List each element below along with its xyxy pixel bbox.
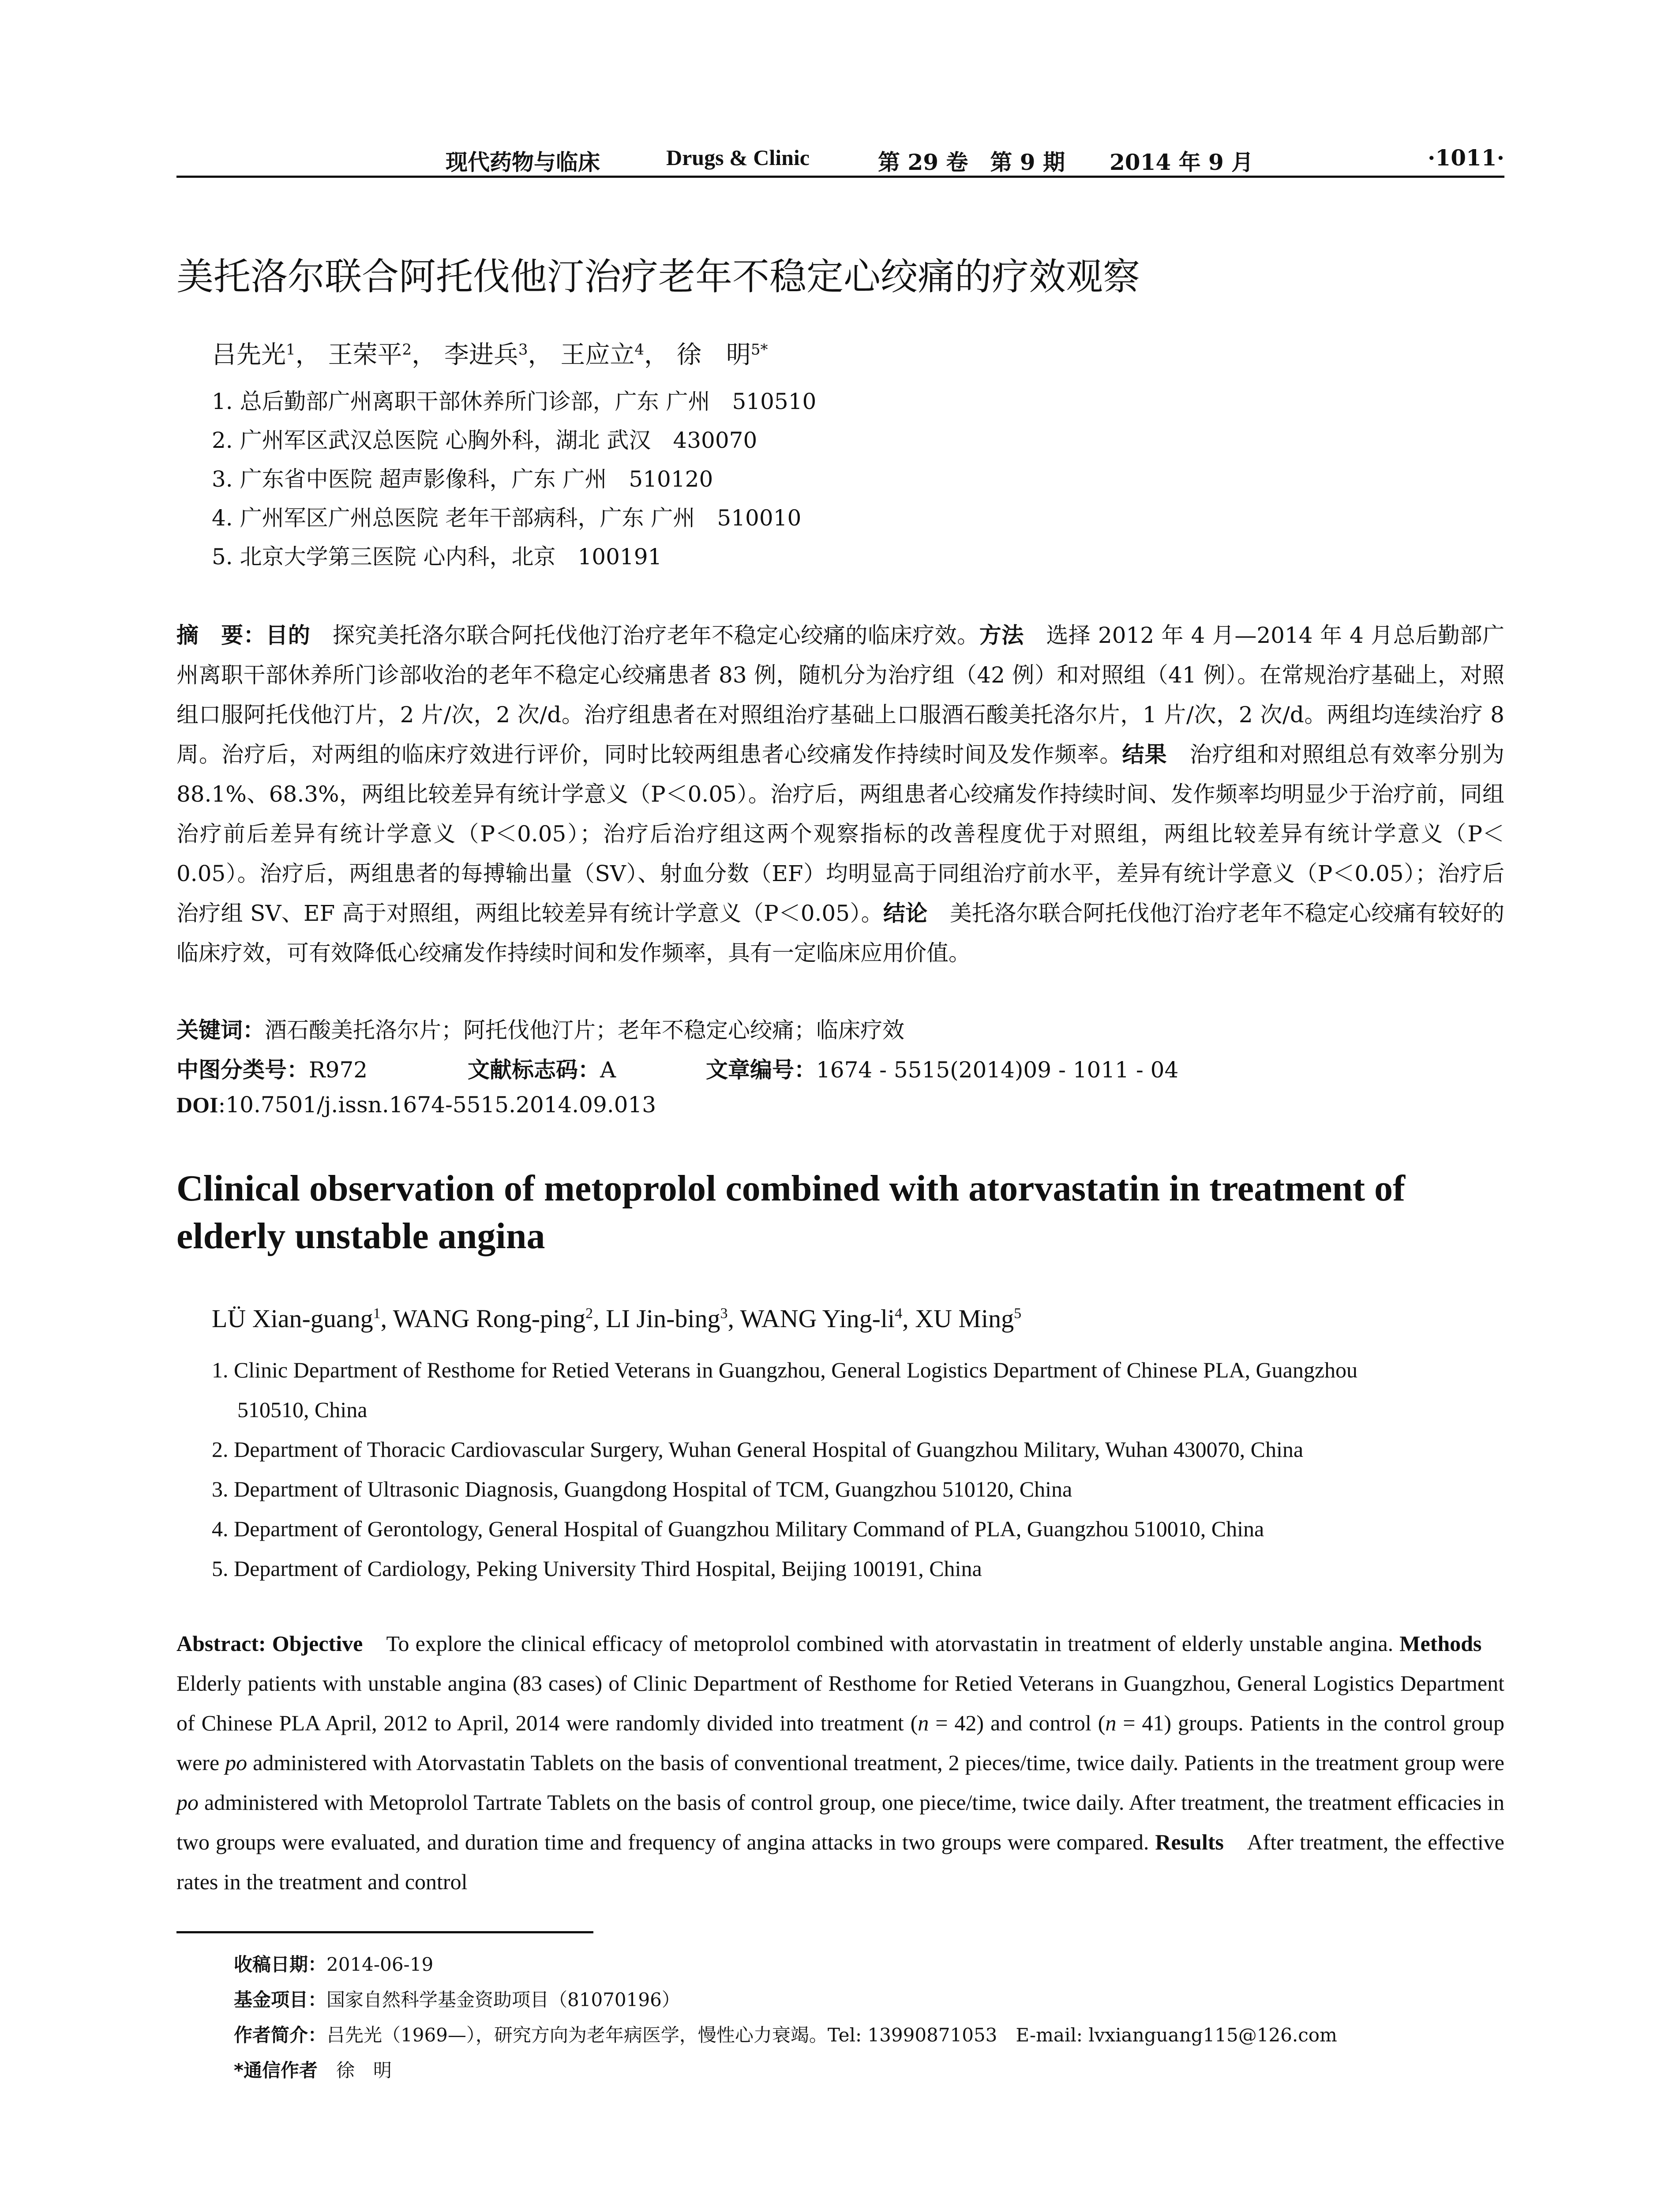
footnote-label: *通信作者 [234, 2060, 318, 2081]
author-affil-mark: 5* [750, 341, 768, 359]
header-rule [176, 176, 1504, 178]
author-name: 徐 明 [676, 341, 751, 369]
footnote-label: 收稿日期： [234, 1954, 327, 1975]
doc-code-label: 文献标志码： [468, 1057, 600, 1083]
abstract-objective-label: Abstract: Objective [176, 1631, 363, 1656]
author-affil-mark: 2 [402, 341, 412, 359]
keywords-cn [176, 1013, 904, 1044]
article-number-value: 1674 - 5515(2014)09 - 1011 - 04 [816, 1057, 1179, 1083]
n-symbol: n [1105, 1711, 1117, 1735]
affiliation-cn: 2. 广州军区武汉总医院 心胸外科，湖北 武汉 430070 [212, 428, 758, 453]
issue-date: 2014 年 9 月 [1110, 149, 1254, 175]
affiliation-en: 3. Department of Ultrasonic Diagnosis, Guangdong Hospital of TCM, Guangzhou 510120, China [212, 1477, 1072, 1501]
author-list-cn: 吕先光$^1$， 王荣平$^2$， 李进兵$^3$， 王应立$^4$， 徐 明$^{5*}$ [212, 341, 768, 369]
objective-text: To explore the clinical efficacy of metoprolol combined with atorvastatin in treatment of elderly unstable angina. [363, 1631, 1400, 1656]
author-list-en: LÜ Xian-guang$^1$, WANG Rong-ping$^2$, LI Jin-bing$^3$, WANG Ying-$li^4$, XU Ming$^5$ [212, 1304, 1022, 1333]
footnote-value: 徐 明 [317, 2060, 392, 2081]
footnote-corresponding [234, 2056, 392, 2082]
footnote-author-bio [234, 2021, 1337, 2047]
po-term: po [225, 1750, 248, 1775]
results-label: Results [1155, 1830, 1224, 1854]
affiliation-en: 5. Department of Cardiology, Peking University Third Hospital, Beijing 100191, China [212, 1556, 982, 1581]
footnote-received [234, 1950, 433, 1977]
author-name: 李进兵 [444, 341, 518, 369]
author-affil-mark: 3 [518, 341, 528, 359]
methods-text: administered with Metoprolol Tartrate Tablets on the basis of control group, one piece/time, twice daily. After treatment, the treatment efficacies in two groups were evaluated, and duration time and frequency of angina attacks in two groups were compared. [176, 1790, 1504, 1854]
results-text: 治疗组和对照组总有效率分别为 88.1%、68.3%，两组比较差异有统计学意义（P＜0.05）。治疗后，两组患者心绞痛发作持续时间、发作频率均明显少于治疗前，同组治疗前后差异有统计学意义（P＜0.05）；治疗后治疗组这两个观察指标的改善程度优于对照组，两组比较差异有统计学意义（P＜0.05）。治疗后，两组患者的每搏输出量（SV）、射血分数（EF）均明显高于同组治疗前水平，差异有统计学意义（P＜0.05）；治疗后治疗组 SV、EF 高于对照组，两组比较差异有统计学意义（P＜0.05）。 [176, 742, 1505, 926]
objective-label: 目的 [266, 623, 311, 648]
methods-text: Elderly patients with unstable angina (83 cases) of Clinic Department of Resthome for Retied Veterans in Guangzhou, General Logistics Department of Chinese PLA April, 2012 to April, 2014 were randomly divided into treatment ( [176, 1631, 1504, 1735]
methods-label: 方法 [979, 623, 1024, 648]
affiliation-en: 4. Department of Gerontology, General Hospital of Guangzhou Military Command of PLA, Guangzhou 510010, China [212, 1516, 1264, 1541]
doi-label: DOI [176, 1092, 218, 1117]
author-name: LI Jin-bing [606, 1304, 720, 1333]
affiliation-en: 2. Department of Thoracic Cardiovascular Surgery, Wuhan General Hospital of Guangzhou Military, Wuhan 430070, China [212, 1437, 1304, 1462]
results-label: 结果 [1122, 742, 1167, 767]
affiliation-en [212, 1350, 1504, 1429]
footnote-label: 基金项目： [234, 1989, 327, 2011]
n-symbol: n [918, 1711, 929, 1735]
footnote-funding [234, 1985, 680, 2012]
abstract-cn [176, 615, 1504, 973]
author-name: 吕先光 [212, 341, 286, 369]
running-header [176, 140, 1504, 180]
doi-line [176, 1092, 656, 1118]
article-number-label: 文章编号： [706, 1057, 816, 1083]
author-affil-mark: 4 [634, 341, 644, 359]
clc-label: 中图分类号： [176, 1057, 309, 1083]
abstract-en [176, 1624, 1504, 1902]
journal-name-cn: 现代药物与临床 [446, 149, 600, 175]
footnote-value: 2014-06-19 [326, 1954, 434, 1975]
footnote-value: 吕先光（1969—），研究方向为老年病医学，慢性心力衰竭。Tel: 13990871053 E-mail: lvxianguang115@126.com [326, 2024, 1337, 2046]
keywords-value: 酒石酸美托洛尔片；阿托伐他汀片；老年不稳定心绞痛；临床疗效 [265, 1017, 904, 1043]
author-name: XU Ming [915, 1304, 1014, 1333]
author-affil-mark: 3 [720, 1305, 728, 1322]
methods-text: administered with Atorvastatin Tablets on the basis of conventional treatment, 2 pieces/time, twice daily. Patients in the treatment group were [247, 1750, 1504, 1775]
methods-label: Methods [1399, 1631, 1482, 1656]
affiliation-en-line: 1. Clinic Department of Resthome for Retied Veterans in Guangzhou, General Logistics Department of Chinese PLA, Guangzhou [212, 1358, 1358, 1382]
author-affil-mark: 5 [1014, 1305, 1022, 1322]
author-name: LÜ Xian-guang [212, 1304, 373, 1333]
results-text: After treatment, the effective rates in the treatment and control [176, 1830, 1504, 1894]
author-affil-mark: 1 [373, 1305, 381, 1322]
author-affil-mark: 2 [585, 1305, 593, 1322]
footnote-value: 国家自然科学基金资助项目（81070196） [326, 1989, 680, 2011]
doc-code-value: A [600, 1057, 616, 1083]
volume-issue: 第 29 卷 第 9 期 [878, 149, 1065, 175]
author-affil-mark: 4 [895, 1305, 903, 1322]
author-name: 王荣平 [328, 341, 402, 369]
journal-name-en: Drugs & Clinic [666, 145, 810, 170]
doi-value: :10.7501/j.issn.1674-5515.2014.09.013 [218, 1092, 656, 1118]
affiliation-en-line: 510510, China [237, 1397, 368, 1422]
methods-text: = 42) and control ( [929, 1711, 1106, 1735]
page-number: ·1011· [1428, 145, 1504, 171]
author-name: WANG Rong-ping [393, 1304, 586, 1333]
methods-text: 选择 2012 年 4 月—2014 年 4 月总后勤部广州离职干部休养所门诊部收治的老年不稳定心绞痛患者 83 例，随机分为治疗组（42 例）和对照组（41 例）。在常规治疗基础上，对照组口服阿托伐他汀片，2 片/次，2 次/d。治疗组患者在对照组治疗基础上口服酒石酸美托洛尔片，1 片/次，2 次/d。两组均连续治疗 8 周。治疗后，对两组的临床疗效进行评价，同时比较两组患者心绞痛发作持续时间及发作频率。 [176, 623, 1504, 767]
author-affil-mark: 1 [286, 341, 296, 359]
clc-value: R972 [309, 1057, 368, 1083]
methods-text: = 41) groups. Patients in the control group were [176, 1711, 1504, 1775]
footnote-rule [176, 1931, 593, 1933]
affiliation-cn: 5. 北京大学第三医院 心内科，北京 100191 [212, 544, 662, 570]
affiliation-cn: 4. 广州军区广州总医院 老年干部病科，广东 广州 510010 [212, 505, 802, 531]
article-title-cn: 美托洛尔联合阿托伐他汀治疗老年不稳定心绞痛的疗效观察 [176, 255, 1140, 298]
author-name: 王应立 [560, 341, 635, 369]
article-title-en: Clinical observation of metoprolol combined with atorvastatin in treatment of elderly unstable angina [176, 1168, 1406, 1257]
footnote-label: 作者简介： [234, 2024, 327, 2046]
classification-line [176, 1052, 1178, 1084]
abstract-label: 摘 要： [176, 623, 266, 648]
keywords-label: 关键词： [176, 1017, 265, 1043]
conclusion-text: 美托洛尔联合阿托伐他汀治疗老年不稳定心绞痛有较好的临床疗效，可有效降低心绞痛发作持续时间和发作频率，具有一定临床应用价值。 [176, 900, 1505, 966]
author-name: WANG Ying-li [740, 1304, 895, 1333]
po-term: po [176, 1790, 199, 1815]
affiliation-cn: 1. 总后勤部广州离职干部休养所门诊部，广东 广州 510510 [212, 389, 817, 414]
affiliation-cn: 3. 广东省中医院 超声影像科，广东 广州 510120 [212, 466, 713, 492]
conclusion-label: 结论 [883, 900, 928, 926]
objective-text: 探究美托洛尔联合阿托伐他汀治疗老年不稳定心绞痛的临床疗效。 [310, 623, 979, 648]
